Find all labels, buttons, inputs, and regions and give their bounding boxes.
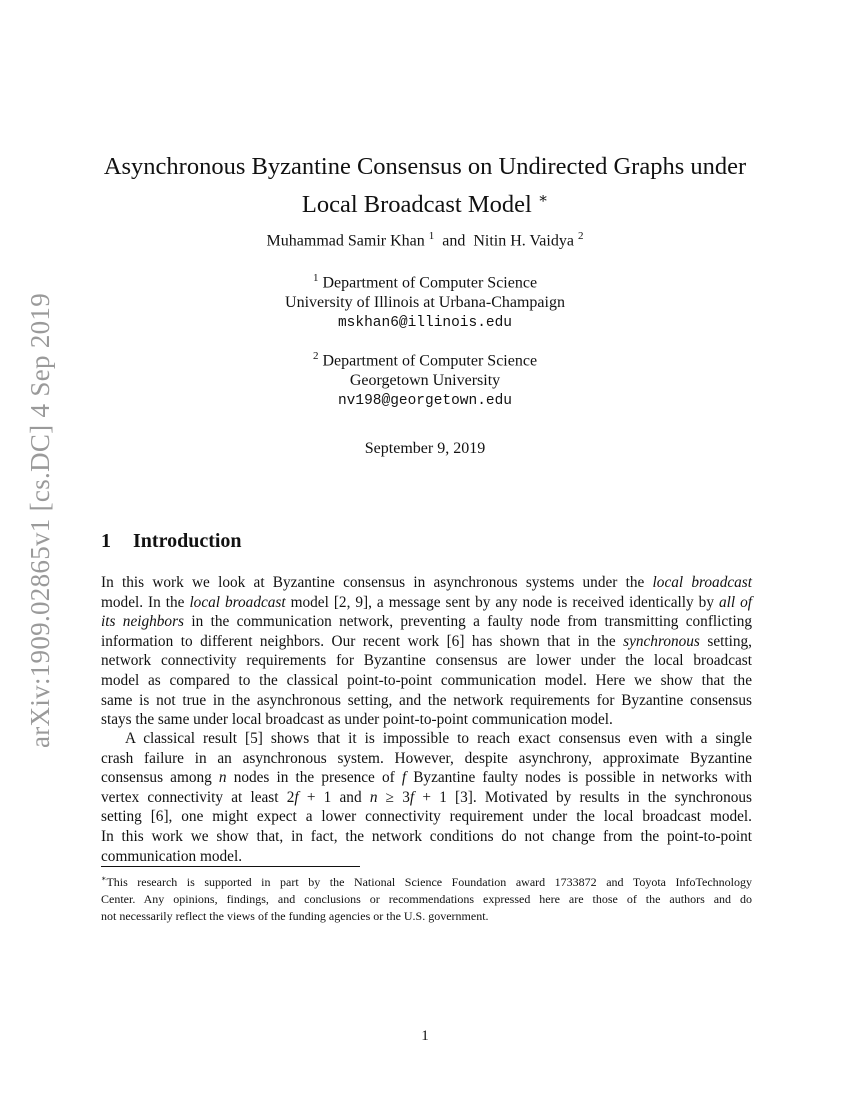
- section-heading-introduction: [101, 530, 242, 553]
- paragraph-line: vertex connectivity at least 2f + 1 and n ≥ 3f + 1 [3]. Motivated by results in the synchronous: [101, 788, 752, 806]
- paragraph-line: model. In the local broadcast model [2, 9], a message sent by any node is received identically by all of: [101, 593, 752, 611]
- paragraph-line: A classical result [5] shows that it is impossible to reach exact consensus even with a single: [125, 730, 752, 747]
- paragraph-line: setting [6], one might expect a lower connectivity requirement under the local broadcast model.: [101, 808, 752, 826]
- title-line-2: Local Broadcast Model: [301, 191, 532, 219]
- arxiv-sidebar-stamp: [6, 265, 76, 775]
- page-number: 1: [421, 1028, 429, 1044]
- paper-title: [100, 150, 750, 221]
- affil-1-dept: Department of Computer Science: [322, 274, 538, 292]
- paragraph-line: stays the same under local broadcast as under point-to-point communication model.: [101, 711, 613, 729]
- affil-1-mark: 1: [312, 272, 319, 284]
- paragraph-line: communication model.: [101, 847, 243, 865]
- footnote-line: not necessarily reflect the views of the funding agencies or the U.S. government.: [101, 909, 489, 923]
- paragraph-line: network connectivity requirements for Byzantine consensus are lower under the local broadcast: [101, 652, 752, 670]
- author-2-name: Nitin H. Vaidya: [473, 232, 574, 250]
- arxiv-stamp-text: arXiv:1909.02865v1 [cs.DC] 4 Sep 2019: [25, 292, 56, 748]
- paragraph-line: In this work we look at Byzantine consensus in asynchronous systems under the local broadcast: [101, 574, 752, 591]
- affil-2-email: nv198@georgetown.edu: [337, 393, 513, 410]
- affil-1-email: mskhan6@illinois.edu: [337, 315, 513, 332]
- footnote-marker: ∗: [101, 874, 107, 883]
- footnote: [101, 870, 752, 925]
- paragraph-line: In this work we show that, in fact, the network conditions do not change from the point-to-point: [101, 827, 752, 845]
- paper-date: September 9, 2019: [364, 440, 486, 457]
- author-conjunction: and: [442, 232, 466, 250]
- title-footnote-marker: ∗: [537, 191, 549, 207]
- affiliation-1: [100, 268, 750, 333]
- affil-2-univ: Georgetown University: [349, 372, 501, 390]
- author-2-affil-mark: 2: [577, 230, 584, 242]
- affil-2-dept: Department of Computer Science: [322, 352, 538, 370]
- section-title: Introduction: [133, 530, 242, 552]
- author-list: [100, 230, 750, 250]
- paragraph-line: its neighbors in the communication network, preventing a faulty node from transmitting conflicting: [101, 613, 752, 631]
- affil-1-univ: University of Illinois at Urbana-Champaign: [285, 294, 565, 312]
- footnote-line: This research is supported in part by the National Science Foundation award 1733872 and Toyota InfoTechnology: [106, 875, 752, 889]
- footnote-divider: [101, 866, 360, 867]
- paragraph-line: model as compared to the classical point-to-point communication model. Here we show that the: [101, 671, 752, 689]
- paragraph-line: same is not true in the asynchronous setting, and the network requirements for Byzantine consensus: [101, 691, 752, 709]
- title-line-1: Asynchronous Byzantine Consensus on Undirected Graphs under: [103, 153, 747, 180]
- paragraph-line: crash failure in an asynchronous system. However, despite asynchrony, approximate Byzantine: [101, 749, 752, 767]
- intro-paragraph-2: [101, 729, 752, 866]
- author-1-affil-mark: 1: [428, 230, 435, 242]
- affil-2-mark: 2: [312, 350, 319, 362]
- footnote-line: Center. Any opinions, findings, and conclusions or recommendations expressed here are those of the authors and do: [101, 892, 752, 906]
- section-number: 1: [101, 530, 111, 552]
- paragraph-line: consensus among n nodes in the presence of f Byzantine faulty nodes is possible in networks with: [101, 769, 752, 787]
- paragraph-line: information to different neighbors. Our recent work [6] has shown that in the synchronous setting,: [101, 632, 752, 650]
- intro-paragraph-1: [101, 573, 752, 730]
- affiliation-2: [100, 346, 750, 411]
- author-1-name: Muhammad Samir Khan: [266, 232, 425, 250]
